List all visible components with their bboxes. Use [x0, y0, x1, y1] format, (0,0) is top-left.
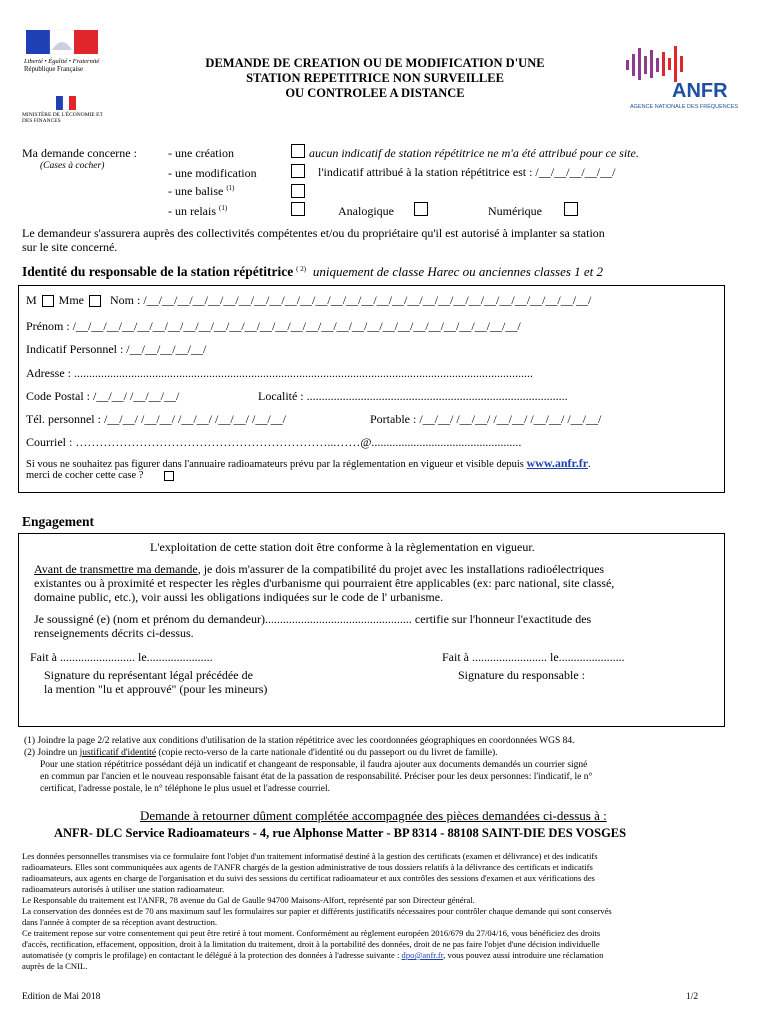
- portable-field[interactable]: Portable : /__/__/ /__/__/ /__/__/ /__/__/ /__/__/: [370, 412, 602, 426]
- identite-heading: [22, 264, 603, 280]
- option-modification-label: - une modification: [168, 166, 257, 180]
- nom-field[interactable]: Nom : /__/__/__/__/__/__/__/__/__/__/__/__/__/__/__/__/__/__/__/__/__/__/__/__/__/__/__/__/__/: [110, 293, 592, 307]
- engagement-line-2: existantes ou à proximité et respecter les règles d'urbanisme qui pourraient être applicables (ex: parc national, site classé,: [34, 576, 615, 590]
- note-3: Pour une station répétitrice possédant déjà un indicatif et changeant de responsable, il faudra ajouter aux documents demandés un courrier signé: [40, 760, 588, 770]
- rgpd-line-4: radioamateurs autorisés à utiliser une station radioamateur.: [22, 884, 225, 894]
- note-1: (1) Joindre la page 2/2 relative aux conditions d'utilisation de la station répétitrice avec les coordonnées géographiques en coordonnées WGS 84.: [24, 736, 575, 746]
- anfr-waves-icon: [624, 44, 694, 84]
- option-balise-sup: (1): [226, 184, 235, 192]
- aucun-indicatif-text: aucun indicatif de station répétitrice ne m'a été attribué pour ce site.: [309, 146, 639, 160]
- checkbox-annuaire[interactable]: [164, 471, 174, 481]
- code-postal-field[interactable]: Code Postal : /__/__/ /__/__/__/: [26, 389, 180, 403]
- annuaire-text-2-row: [26, 470, 174, 481]
- checkbox-numerique[interactable]: [564, 202, 578, 216]
- checkbox-creation[interactable]: [291, 144, 305, 158]
- republique-text: République Française: [24, 66, 84, 73]
- rgpd-line-10-a: automatisée (y compris le profilage) en contactant le délégué à la protection des données à l'adresse suivante :: [22, 950, 402, 960]
- annuaire-text-2: merci de cocher cette case ?: [26, 470, 144, 481]
- rgpd-line-9: d'accès, rectification, effacement, opposition, droit à la limitation du traitement, droit à la portabilité des données, droit de ne pas faire l'objet d'une décision individuelle: [22, 939, 600, 949]
- checkbox-balise[interactable]: [291, 184, 305, 198]
- ministere-text: MINISTÈRE DE L'ÉCONOMIE ET DES FINANCES: [22, 112, 103, 124]
- rgpd-line-3: radioamateurs, aux agents en charge de l'organisation et du suivi des sessions du certificat radioamateur et aux contrôles des sessions d'examen et aux vérifications des: [22, 873, 595, 883]
- indicatif-field[interactable]: Indicatif Personnel : /__/__/__/__/__/: [26, 342, 207, 356]
- signature-representant-2: la mention "lu et approuvé" (pour les mineurs): [44, 682, 268, 696]
- engagement-avant-underlined: Avant de transmettre ma demande: [34, 562, 198, 576]
- engagement-avant: [34, 562, 604, 577]
- identite-title: Identité du responsable de la station répétitrice: [22, 264, 294, 279]
- option-relais-sup: (1): [218, 204, 228, 212]
- fait-a-right[interactable]: Fait à ......................... le......................: [442, 650, 625, 664]
- checkbox-modification[interactable]: [291, 164, 305, 178]
- checkbox-analogique[interactable]: [414, 202, 428, 216]
- identite-sup: ( 2): [296, 265, 307, 274]
- rgpd-line-7: dans l'année à compter de sa réception avant destruction.: [22, 917, 218, 927]
- annuaire-text: Si vous ne souhaitez pas figurer dans l'annuaire radioamateurs prévu par la réglementation en vigueur et visible depuis www.anfr.fr.: [26, 456, 591, 470]
- title-line-3: OU CONTROLEE A DISTANCE: [285, 86, 465, 100]
- soussigne-line-2: renseignements décrits ci-dessus.: [34, 626, 194, 640]
- demande-label: Ma demande concerne :: [22, 146, 137, 160]
- identite-subtitle: uniquement de classe Harec ou anciennes classes 1 et 2: [312, 264, 604, 279]
- engagement-conformite: L'exploitation de cette station doit être conforme à la règlementation en vigueur.: [150, 540, 535, 554]
- numerique-label: Numérique: [488, 204, 542, 218]
- signature-responsable: Signature du responsable :: [458, 668, 585, 682]
- rgpd-line-2: radioamateurs. Elles sont communiquées aux agents de l'ANFR chargés de la gestion administrative de tous dossiers relatifs à la délivrance des certificats et indicatifs: [22, 862, 593, 872]
- adresse-field[interactable]: Adresse : .........................................................................................................................................................: [26, 366, 533, 380]
- note-2-underlined: justificatif d'identité: [79, 748, 157, 758]
- cases-hint: (Cases à cocher): [40, 161, 105, 171]
- checkbox-m[interactable]: [42, 295, 54, 307]
- soussigne-line-1[interactable]: Je soussigné (e) (nom et prénom du demandeur)................................................. certifie sur l'honneur l'exactitude des: [34, 612, 592, 626]
- dpo-email-link[interactable]: dpo@anfr.fr: [401, 950, 444, 960]
- rgpd-line-10: [22, 950, 752, 961]
- retour-adresse: ANFR- DLC Service Radioamateurs - 4, rue Alphonse Matter - BP 8314 - 88108 SAINT-DIE DES VOSGES: [54, 826, 627, 840]
- retour-line-1: Demande à retourner dûment complétée accompagnée des pièces demandées ci-dessus à :: [140, 808, 607, 823]
- civilite-mme-label: Mme: [58, 293, 85, 307]
- anfr-logo: [620, 44, 740, 114]
- option-creation-label: - une création: [168, 146, 234, 160]
- option-balise-text: - une balise: [168, 184, 224, 198]
- republique-francaise-logo: [22, 28, 102, 88]
- anfr-link[interactable]: www.anfr.fr: [526, 456, 589, 470]
- rgpd-line-8: Ce traitement repose sur votre consentement qui peut être retiré à tout moment. Conformément au règlement européen 2016/679 du 27/04/16, vous bénéficiez des droits: [22, 928, 601, 938]
- rgpd-line-6: La conservation des données est de 70 ans maximum sauf les formulaires sur papier et différents justificatifs nécessaires pour contrôler chaque demande qui sont conservés: [22, 906, 612, 916]
- ministere-logo: [22, 96, 112, 136]
- indicatif-attribue-text: l'indicatif attribué à la station répétitrice est : /__/__/__/__/__/: [318, 165, 616, 179]
- anfr-wordmark: ANFR: [672, 80, 728, 102]
- note-4: en commun par l'ancien et le nouveau responsable faisant état de la passation de responsabilité. Préciser pour les deux personnes: l'indicatif, le n°: [40, 772, 593, 782]
- rgpd-line-1: Les données personnelles transmises via ce formulaire font l'objet d'un traitement informatisé destiné à la gestion des certificats (examen et délivrance) et des indicatifs: [22, 851, 598, 861]
- localite-field[interactable]: Localité : .......................................................................................: [258, 389, 568, 403]
- page-number: 1/2: [686, 992, 699, 1002]
- rgpd-line-10-b: , vous pouvez aussi introduire une réclamation: [443, 950, 604, 960]
- note-2-a: (2) Joindre un: [24, 748, 80, 758]
- option-relais-text: - un relais: [168, 204, 216, 218]
- title-line-1: DEMANDE DE CREATION OU DE MODIFICATION D'UNE: [205, 56, 545, 70]
- edition-date: Edition de Mai 2018: [22, 992, 101, 1002]
- page-title: [140, 56, 610, 101]
- civilite-row: [26, 293, 591, 308]
- title-line-2: STATION REPETITRICE NON SURVEILLEE: [246, 71, 504, 85]
- engagement-title: Engagement: [22, 514, 94, 529]
- demandeur-note-1: Le demandeur s'assurera auprès des collectivités compétentes et/ou du propriétaire qu'il est autorisé à implanter sa station: [22, 226, 605, 240]
- rgpd-line-5: Le Responsable du traitement est l'ANFR, 78 avenue du Gal de Gaulle 94700 Maisons-Alfort, représenté par son Directeur général.: [22, 895, 475, 905]
- rgpd-block: [22, 851, 752, 972]
- engagement-avant-rest: , je dois m'assurer de la compatibilité du projet avec les installations radioélectriques: [197, 562, 605, 576]
- signature-representant-1: Signature du représentant légal précédée de: [44, 668, 253, 682]
- option-balise-label: [168, 184, 234, 199]
- engagement-line-3: domaine public, etc.), voir aussi les obligations indiquées sur le code de l' urbanisme.: [34, 590, 444, 604]
- option-relais-label: [168, 204, 227, 219]
- prenom-field[interactable]: Prénom : /__/__/__/__/__/__/__/__/__/__/__/__/__/__/__/__/__/__/__/__/__/__/__/__/__/__/__/__/__/: [26, 319, 521, 333]
- checkbox-mme[interactable]: [89, 295, 101, 307]
- devise: Liberté • Égalité • Fraternité: [24, 58, 100, 65]
- anfr-subtitle: AGENCE NATIONALE DES FRÉQUENCES: [630, 104, 739, 110]
- fait-a-left[interactable]: Fait à ......................... le......................: [30, 650, 213, 664]
- analogique-label: Analogique: [338, 204, 394, 218]
- demandeur-note-2: sur le site concerné.: [22, 240, 118, 254]
- note-5: certificat, l'adresse postale, le n° téléphone le plus usuel et l'adresse courriel.: [40, 784, 331, 794]
- note-2: [24, 748, 498, 760]
- checkbox-relais[interactable]: [291, 202, 305, 216]
- annuaire-text-1: Si vous ne souhaitez pas figurer dans l'annuaire radioamateurs prévu par la réglementation en vigueur et visible depuis: [26, 459, 524, 470]
- tel-field[interactable]: Tél. personnel : /__/__/ /__/__/ /__/__/ /__/__/ /__/__/: [26, 412, 286, 426]
- rgpd-line-11: auprès de la CNIL.: [22, 961, 88, 971]
- courriel-field[interactable]: Courriel : ………………………………………………………...……@..................................................: [26, 435, 522, 449]
- civilite-m-label: M: [26, 293, 37, 307]
- note-2-b: (copie recto-verso de la carte nationale d'identité ou du passeport ou du livret de famille).: [156, 748, 498, 758]
